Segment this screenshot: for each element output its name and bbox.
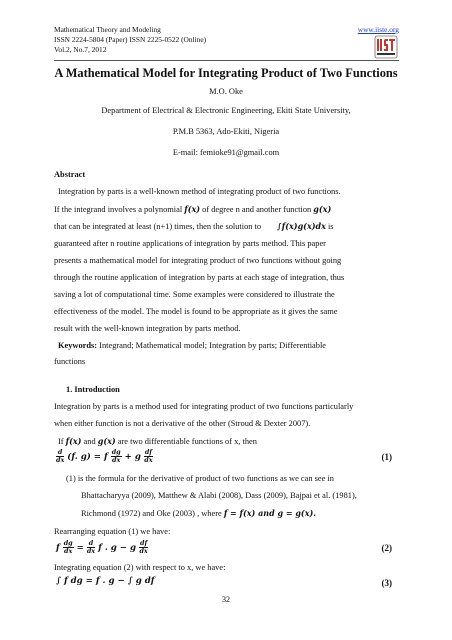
journal-url-link[interactable]: www.iiste.org (357, 25, 399, 34)
equation-3: ∫ f dg = f . g − ∫ g df (56, 576, 155, 586)
journal-volume: Vol.2, No.7, 2012 (54, 45, 107, 54)
journal-issn: ISSN 2224-5804 (Paper) ISSN 2225-0522 (Online) (54, 35, 207, 44)
author-address: P.M.B 5363, Ado-Ekiti, Nigeria (172, 127, 280, 136)
intro-line: Integration by parts is a method used for integrating product of two functions particularly (54, 402, 354, 411)
iiste-logo (374, 35, 398, 59)
intro-line: (1) is the formula for the derivative of product of two functions as we can see in (66, 474, 334, 483)
equation-number: (1) (381, 452, 392, 462)
journal-header (54, 25, 206, 55)
abstract-heading: Abstract (54, 170, 86, 179)
author-email: E-mail: femioke91@gmail.com (172, 148, 280, 157)
keywords-line: Keywords: Integrand; Mathematical model; Integration by parts; Differentiable (58, 341, 326, 350)
equation-2: f $\frac{dg}{dx}$ = $\frac{d}{dx}$ f . g − g $\frac{df}{dx}$ (56, 539, 148, 555)
author-affiliation: Department of Electrical & Electronic Engineering, Ekiti State University, (101, 106, 351, 115)
header-rule (54, 60, 399, 61)
abstract-line: Integration by parts is a well-known method of integrating product of two functions. (58, 187, 341, 196)
abstract-line: that can be integrated at least (n+1) times, then the solution to ∫f(x)g(x)dx is (54, 221, 334, 231)
page-number: 32 (222, 595, 230, 604)
section-heading-introduction: 1. Introduction (66, 385, 120, 394)
keywords-label: Keywords: (58, 341, 98, 350)
intro-line: Richmond (1972) and Oke (2003) , where f = f(x) and g = g(x). (81, 508, 317, 518)
intro-line: Bhattacharyya (2009), Matthew & Alabi (2008), Dass (2009), Bajpai et al. (1981), (81, 491, 357, 500)
paper-title: A Mathematical Model for Integrating Product of Two Functions (54, 66, 398, 80)
abstract-line: through the routine application of integration by parts at each stage of integration, thus (54, 273, 345, 282)
intro-line: when either function is not a derivative of the other (Stroud & Dexter 2007). (54, 419, 311, 428)
author-name: M.O. Oke (209, 87, 243, 96)
equation-number: (3) (381, 578, 392, 588)
intro-line: If f(x) and g(x) are two differentiable functions of x, then (58, 436, 257, 446)
abstract-line: presents a mathematical model for integrating product of two functions without going (54, 256, 342, 265)
intro-line: Rearranging equation (1) we have: (54, 527, 171, 536)
abstract-line: result with the well-known integration by parts method. (54, 324, 241, 333)
abstract-line: If the integrand involves a polynomial f(x) of degree n and another function g(x) (54, 204, 332, 214)
equation-1: $\frac{d}{dx}$ (f. g) = f $\frac{dg}{dx}$ + g $\frac{df}{dx}$ (56, 448, 153, 464)
intro-line: Integrating equation (2) with respect to x, we have: (54, 563, 226, 572)
math-integral-fg: ∫f(x)g(x)dx (277, 221, 326, 231)
abstract-line: guaranteed after n routine applications of integration by parts method. This paper (54, 239, 326, 248)
abstract-line: saving a lot of computational time. Some examples were considered to illustrate the (54, 290, 335, 299)
abstract-line: effectiveness of the model. The model is found to be appropriate as it gives the same (54, 307, 338, 316)
math-g-of-x: g(x) (313, 204, 332, 214)
journal-name: Mathematical Theory and Modeling (54, 25, 161, 34)
keywords-line: functions (54, 357, 86, 366)
math-f-of-x: f(x) (184, 204, 201, 214)
equation-number: (2) (381, 543, 392, 553)
